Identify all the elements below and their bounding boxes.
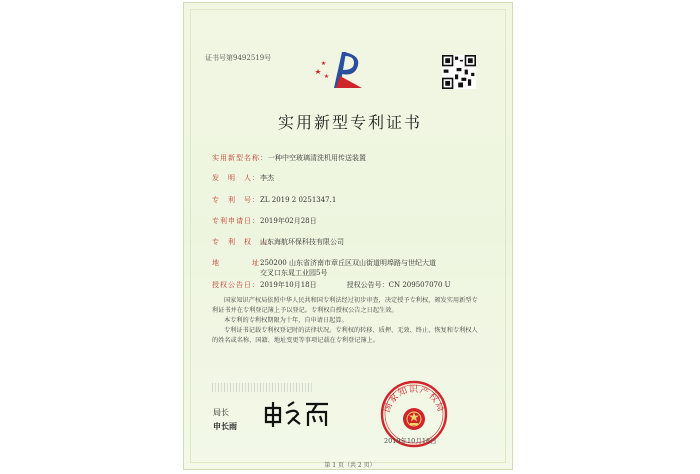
paragraph-legal-status: 专利证书记载专利权登记时的法律状况。专利权的转移、质押、无效、终止、恢复和专利权人的姓名或名称、国籍、地址变更等事项记载在专利登记簿上。 [212, 327, 478, 344]
field-address: 地 址：250200 山东省济南市章丘区双山街道明埠路与世纪大道 [212, 259, 436, 267]
certificate-number: 证书号第9492519号 [205, 54, 272, 62]
director-name: 申长雨 [213, 421, 237, 431]
field-address-line2: 交叉口东晁工业园5号 [260, 269, 328, 277]
director-signature [262, 398, 332, 428]
paragraph-term: 本专利的专利权期限为十年，自申请日起算。 [224, 317, 348, 324]
security-pattern [212, 383, 312, 392]
national-emblem-icon [403, 408, 425, 430]
page-indicator: 第 1 页（共 2 页） [324, 462, 376, 469]
seal-date: 2019年10月18日 [384, 437, 437, 445]
svg-text:国家知识产权局: 国家知识产权局 [382, 385, 446, 414]
patent-office-emblem-icon [312, 48, 372, 92]
certificate-title: 实用新型专利证书 [277, 113, 422, 132]
field-patent-number: 专 利 号：ZL 2019 2 0251347.1 [212, 196, 337, 204]
field-utility-name: 实用新型名称：一种中空玻璃清洗机用传送装置 [212, 154, 366, 162]
field-patentee: 专 利 权 人：山东海航环保科技有限公司 [212, 238, 344, 246]
field-application-date: 专利申请日：2019年02月28日 [212, 217, 317, 225]
qr-code-icon [442, 55, 476, 89]
field-grant-date: 授权公告日：2019年10月18日 授权公告号：CN 209507070 U [212, 281, 451, 289]
field-inventor: 发 明 人：李杰 [212, 174, 274, 182]
paragraph-grant: 国家知识产权局依照中华人民共和国专利法经过初步审查，决定授予专利权，颁发实用新型专利证书并在专利登记簿上予以登记。专利权自授权公告之日起生效。 [212, 297, 478, 314]
director-title: 局长 [213, 408, 229, 417]
